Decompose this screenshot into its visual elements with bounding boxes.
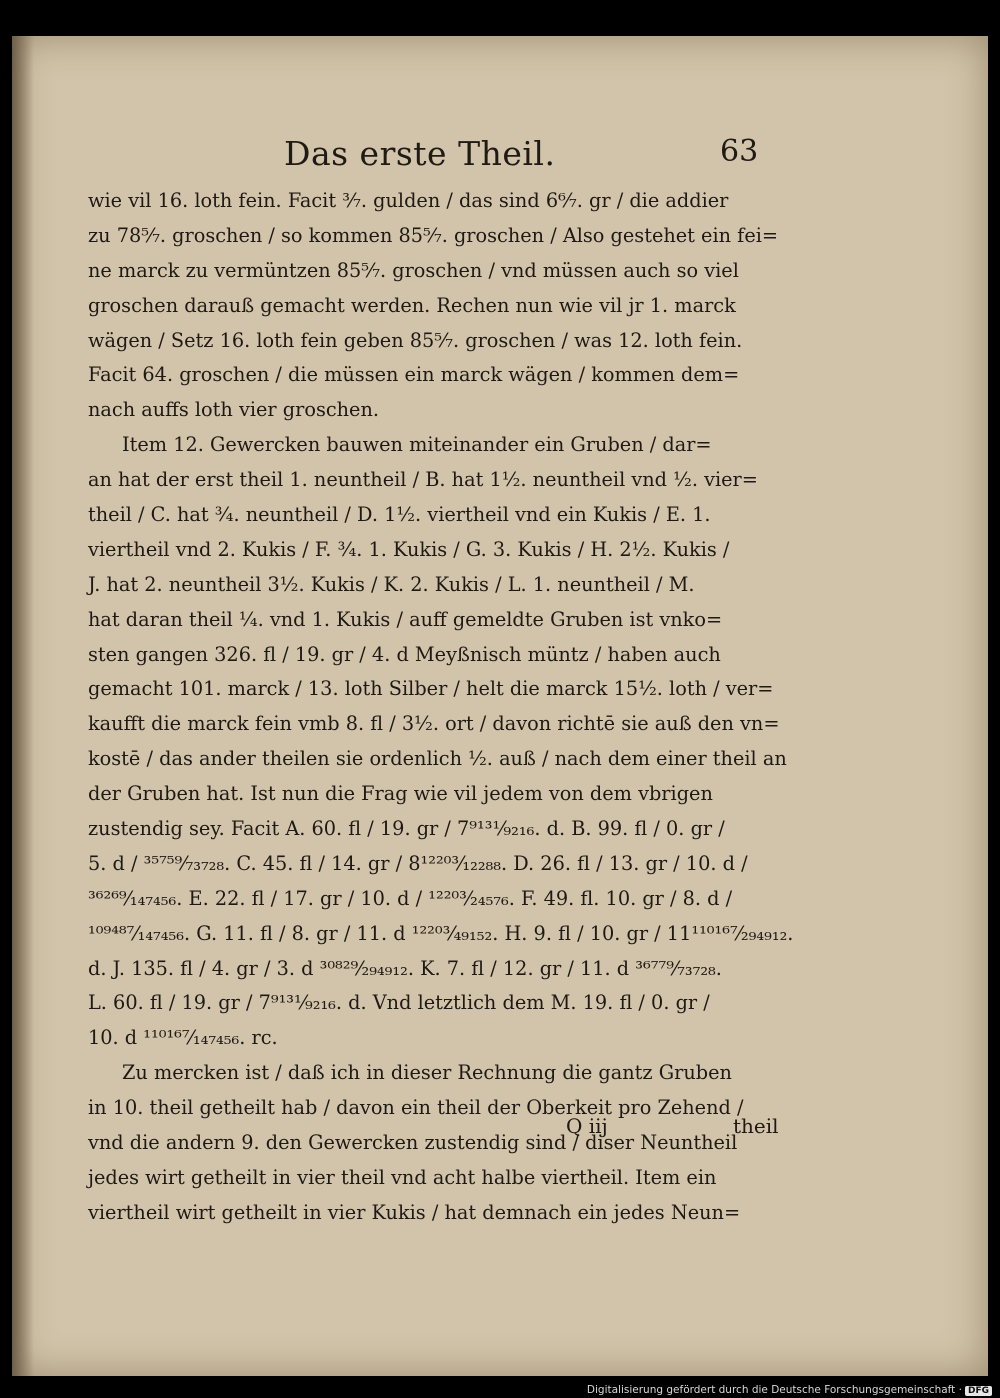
signature-mark: Q iij bbox=[566, 1114, 608, 1138]
text-line: kostē / das ander theilen sie ordenlich ½. auß / nach dem einer theil an bbox=[88, 747, 787, 771]
text-line: vnd die andern 9. den Gewercken zustendig sind / diser Neuntheil bbox=[88, 1131, 738, 1155]
text-line: d. J. 135. fl / 4. gr / 3. d ³⁰⁸²⁹⁄₂₉₄₉₁₂. K. 7. fl / 12. gr / 11. d ³⁶⁷⁷⁹⁄₇₃₇₂₈. bbox=[88, 956, 722, 980]
text-line: wie vil 16. loth fein. Facit ³⁄₇. gulden / das sind 6⁶⁄₇. gr / die addier bbox=[88, 189, 729, 212]
text-line: in 10. theil getheilt hab / davon ein theil der Oberkeit pro Zehend / bbox=[88, 1096, 744, 1120]
paragraph-start-line: Zu mercken ist / daß ich in dieser Rechnung die gantz Gruben bbox=[122, 1061, 732, 1085]
page-header bbox=[12, 134, 988, 184]
text-block bbox=[88, 184, 794, 1231]
text-line: J. hat 2. neuntheil 3½. Kukis / K. 2. Kukis / L. 1. neuntheil / M. bbox=[88, 572, 695, 596]
text-line: an hat der erst theil 1. neuntheil / B. hat 1½. neuntheil vnd ½. vier= bbox=[88, 468, 758, 492]
text-line: kaufft die marck fein vmb 8. fl / 3½. ort / davon richtē sie auß den vn= bbox=[88, 712, 780, 736]
paragraph-start-line: Item 12. Gewercken bauwen miteinander ein Gruben / dar= bbox=[122, 433, 712, 457]
text-line: hat daran theil ¼. vnd 1. Kukis / auff gemeldte Gruben ist vnko= bbox=[88, 607, 723, 631]
text-line: Facit 64. groschen / die müssen ein marck wägen / kommen dem= bbox=[88, 363, 740, 387]
text-line: groschen darauß gemacht werden. Rechen nun wie vil jr 1. marck bbox=[88, 293, 736, 317]
running-head: Das erste Theil. bbox=[284, 134, 556, 173]
text-line: jedes wirt getheilt in vier theil vnd acht halbe viertheil. Item ein bbox=[88, 1165, 717, 1189]
catchword: theil bbox=[733, 1114, 779, 1138]
text-line: L. 60. fl / 19. gr / 7⁹¹³¹⁄₉₂₁₆. d. Vnd letztlich dem M. 19. fl / 0. gr / bbox=[88, 991, 710, 1015]
text-line: nach auffs loth vier groschen. bbox=[88, 398, 380, 422]
text-line: viertheil wirt getheilt in vier Kukis / hat demnach ein jedes Neun= bbox=[88, 1200, 741, 1224]
text-line: ¹⁰⁹⁴⁸⁷⁄₁₄₇₄₅₆. G. 11. fl / 8. gr / 11. d ¹²²⁰³⁄₄₉₁₅₂. H. 9. fl / 10. gr / 11¹¹⁰¹⁶⁷⁄₂₉₄₉₁₂. bbox=[88, 921, 794, 945]
page-footer bbox=[88, 1114, 778, 1150]
text-line: 10. d ¹¹⁰¹⁶⁷⁄₁₄₇₄₅₆. rc. bbox=[88, 1026, 278, 1050]
digitization-credit bbox=[587, 1384, 992, 1396]
text-line: wägen / Setz 16. loth fein geben 85⁵⁄₇. groschen / was 12. loth fein. bbox=[88, 328, 743, 352]
text-line: der Gruben hat. Ist nun die Frag wie vil jedem von dem vbrigen bbox=[88, 782, 713, 806]
text-line: zu 78⁵⁄₇. groschen / so kommen 85⁵⁄₇. groschen / Also gestehet ein fei= bbox=[88, 223, 779, 247]
page-number: 63 bbox=[720, 134, 759, 169]
text-line: 5. d / ³⁵⁷⁵⁹⁄₇₃₇₂₈. C. 45. fl / 14. gr / 8¹²²⁰³⁄₁₂₂₈₈. D. 26. fl / 13. gr / 10. d / bbox=[88, 851, 748, 875]
text-line: sten gangen 326. fl / 19. gr / 4. d Meyßnisch müntz / haben auch bbox=[88, 642, 721, 666]
text-line: ne marck zu vermüntzen 85⁵⁄₇. groschen / vnd müssen auch so viel bbox=[88, 258, 739, 282]
text-line: ³⁶²⁶⁹⁄₁₄₇₄₅₆. E. 22. fl / 17. gr / 10. d / ¹²²⁰³⁄₂₄₅₇₆. F. 49. fl. 10. gr / 8. d / bbox=[88, 886, 733, 910]
credit-text: Digitalisierung gefördert durch die Deutsche Forschungsgemeinschaft · bbox=[586, 1384, 962, 1396]
text-line: gemacht 101. marck / 13. loth Silber / helt die marck 15½. loth / ver= bbox=[88, 677, 774, 701]
text-line: theil / C. hat ¾. neuntheil / D. 1½. viertheil vnd ein Kukis / E. 1. bbox=[88, 503, 711, 527]
text-line: zustendig sey. Facit A. 60. fl / 19. gr / 7⁹¹³¹⁄₉₂₁₆. d. B. 99. fl / 0. gr / bbox=[88, 817, 725, 841]
text-line: viertheil vnd 2. Kukis / F. ¾. 1. Kukis / G. 3. Kukis / H. 2½. Kukis / bbox=[88, 537, 730, 561]
dfg-logo-icon: DFG bbox=[965, 1386, 992, 1396]
book-page bbox=[12, 36, 988, 1376]
